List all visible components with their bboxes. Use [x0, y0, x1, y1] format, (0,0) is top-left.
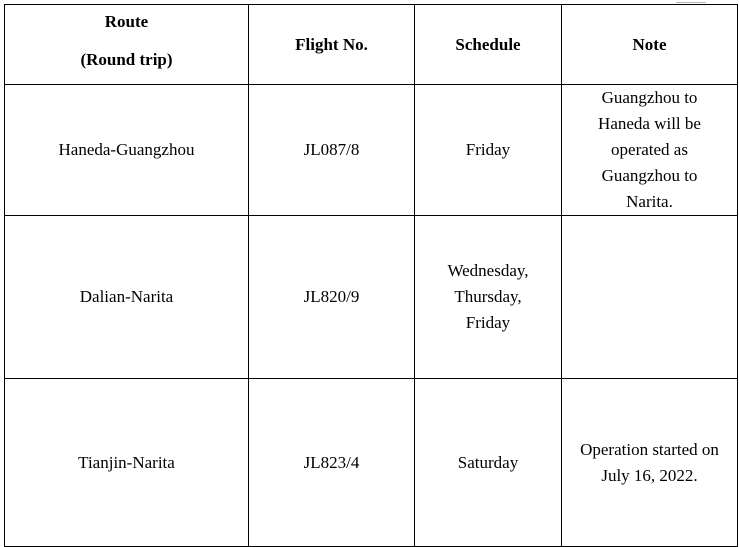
- header-flight-no: Flight No.: [249, 5, 415, 85]
- header-route: [5, 5, 249, 85]
- route-cell: Tianjin-Narita: [5, 379, 249, 547]
- flight-schedule-table: [4, 4, 738, 547]
- note-cell: [562, 379, 738, 547]
- flight-no-cell: JL087/8: [249, 85, 415, 216]
- header-schedule: Schedule: [415, 5, 562, 85]
- note-cell: [562, 85, 738, 216]
- header-row: [5, 5, 738, 85]
- route-cell: Haneda-Guangzhou: [5, 85, 249, 216]
- flight-no-cell: JL823/4: [249, 379, 415, 547]
- route-cell: Dalian-Narita: [5, 216, 249, 379]
- schedule-line: Thursday,: [454, 287, 522, 306]
- table-row: [5, 379, 738, 547]
- note-line: Operation started on: [580, 439, 719, 459]
- note-line: Narita.: [626, 192, 673, 211]
- page-edge-mark: [676, 2, 706, 3]
- note-line: Guangzhou to: [601, 88, 698, 107]
- note-line: operated as: [611, 140, 688, 159]
- schedule-cell: [415, 379, 562, 547]
- schedule-cell: [415, 216, 562, 379]
- table-row: [5, 85, 738, 216]
- header-note: Note: [562, 5, 738, 85]
- table-row: [5, 216, 738, 379]
- note-line: Guangzhou to: [601, 166, 698, 185]
- header-route-sublabel: (Round trip): [80, 49, 173, 69]
- schedule-line: Friday: [465, 140, 511, 159]
- flight-no-cell: JL820/9: [249, 216, 415, 379]
- schedule-line: Saturday: [457, 452, 519, 472]
- note-line: July 16, 2022.: [601, 465, 698, 485]
- note-cell-empty: [562, 216, 738, 379]
- schedule-line: Friday: [465, 313, 511, 332]
- schedule-line: Wednesday,: [447, 261, 529, 280]
- note-line: Haneda will be: [598, 114, 701, 133]
- schedule-cell: [415, 85, 562, 216]
- header-route-label: Route: [104, 11, 149, 31]
